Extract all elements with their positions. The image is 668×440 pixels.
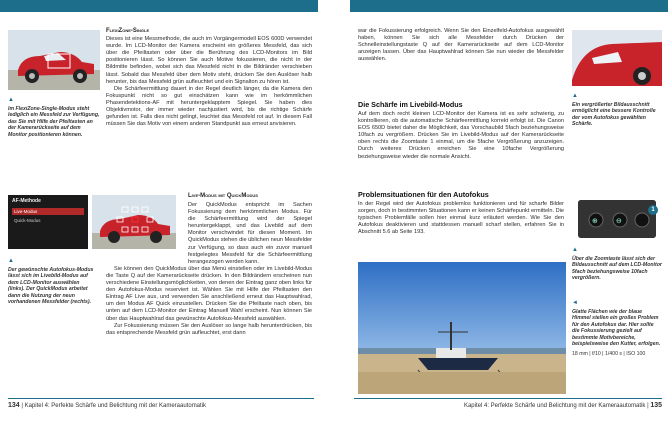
caption-arrow-icon: ▲: [572, 93, 578, 99]
paragraph: Der QuickModus entspricht im Sachen Fokussierung dem herkömmlichen Modus. Für die Schärfeermittlung wird der Spiegel heruntergeklappt, und das Livebild auf dem Monitor verschwindet für diesen Moment. Im QuickModus stehen die üblichen neun Messfelder zur Verfügung, so dass auch ein zuvor manuell festgelegtes Messfeld für die Schärfeermittlung herangezogen werden kann.: [188, 202, 312, 265]
caption-arrow-icon: ◄: [572, 300, 578, 306]
camera-back-image: [578, 200, 656, 238]
section-quickmode: [106, 202, 312, 337]
section-flexizone: [106, 28, 312, 128]
section-head-quickmode: Live-Modus mit QuickModus: [188, 193, 258, 199]
red-car-zoom-image: [572, 30, 662, 86]
page-number-right: 135: [650, 402, 662, 409]
right-text-livebild: [358, 111, 564, 161]
heading-problemsituationen: Problemsituationen für den Autofokus: [358, 190, 489, 199]
paragraph: In der Regel wird der Autofokus problemlos funktionieren und für scharfe Bilder sorgen, doch in bestimmten Situationen kann er keinen Schärfepunkt ermitteln. Die typischen Problemfälle sollen hier einmal kurz erläutert werden. Wie Sie den Autofokus deaktivieren und stattdessen manuell scharf stellen, erfahren Sie in Abschnitt 5.6 ab Seite 193.: [358, 201, 564, 236]
heading-livebild: Die Schärfe im Livebild-Modus: [358, 100, 463, 109]
boat-beach-image: [358, 262, 566, 394]
caption-menu: ▲ Der gewünschte Autofokus-Modus lässt sich im Livebild-Modus auf dem LCD-Monitor auswählen (links). Der QuickModus arbeitet dann die Nutzung der neun vorhandenen Messfelder (rechts).: [8, 258, 94, 305]
caption-flexizone: ▲ Im FlexiZone-Single-Modus steht lediglich ein Messfeld zur Verfügung, das Sie mit Hilfe der Pfeiltasten an der Kamerarückseite auf dem Monitor positionieren können.: [8, 97, 100, 138]
section-head-flexizone: FlexiZone-Single: [106, 28, 150, 34]
callout-marker: 1: [648, 205, 658, 215]
photo-red-car-zoomed: [572, 30, 662, 86]
lcd-menu-item-quick: Quick-Modus: [14, 218, 41, 223]
footer-rule-left: [8, 398, 314, 399]
paragraph: Zur Fokussierung müssen Sie den Auslöser so lange halb herunterdrücken, bis das entsprechende Messfeld grün aufleuchtet, erst dann: [106, 322, 312, 336]
right-text-problem: [358, 201, 564, 236]
footer-sep: |: [647, 403, 651, 409]
caption-zoom-button: ▲ Über die Zoomtaste lässt sich der Bildausschnitt auf dem LCD-Monitor 5fach beziehungsweise 10fach vergrößern.: [572, 247, 662, 281]
caption-boat: ◄ Glatte Flächen wie der blaue Himmel stellen ein großes Problem für den Autofokus dar. Hier sollte die Fokussierung gezielt auf bestimmte Motivbereiche, beispielsweise den Kutter, erfolgen. 18 mm | f/10 | 1/400 s | ISO 100: [572, 300, 661, 357]
footer-right: [354, 402, 662, 409]
svg-text:⊖: ⊖: [616, 217, 622, 225]
paragraph: Sie können den QuickModus über das Menü einstellen oder im Livebild-Modus die Taste Q auf der Kamerarückseite drücken. In den Bildrändern erscheinen nun verschiedene Einstellungsmöglichkeiten, von denen der Eintrag ganz oben links für den Autofokus-Modus reserviert ist. Wählen Sie mit Hilfe der Pfeiltasten den Eintrag AF Live aus, und verwenden Sie anschließend erneut das Hauptwahlrad, um den Modus AF Quick einzustellen. Drücken Sie die Pfeiltaste nach oben, bis unten auf dem LCD-Monitor der Eintrag Manuell Wahl erscheint. Nun können Sie über das Hauptwahlrad das gewünschte Autofokus-Messfeld auswählen.: [106, 265, 312, 322]
footer-sep: |: [21, 403, 25, 409]
paragraph: war die Fokussierung erfolgreich. Wenn Sie den Einzelfeld-Autofokus ausgewählt haben, können Sie sich alle Messfelder durch Drücken der Schnelleinstellungstaste Q auf der Kamerarückseite auf dem LCD-Monitor anzeigen lassen. Über das Hauptwahlrad können Sie nun wieder die Messfelder auswählen.: [358, 28, 564, 63]
camera-buttons-image: [578, 200, 656, 238]
lcd-menu-screenshot: [8, 195, 88, 249]
footer-rule-right: [354, 398, 662, 399]
footer-left: [8, 402, 206, 409]
right-text-top: [358, 28, 564, 63]
paragraph: Die Schärfeermittlung dauert in der Regel deutlich länger, da die Kamera den Fokuspunkt nicht so gut einschätzen kann wie im herkömmlichen Phasendetektions-AF mit heruntergeklapptem Spiegel. Sie haben dies Objektivmotor, der immer wieder nachjustiert wird, bis die richtige Schärfe gefunden ist. Falls dies nicht gelingt, leuchtet das Messfeld rot auf. In diesem Fall müssen Sie das Motiv von einem anderen Standpunkt aus erneut anvisieren.: [106, 85, 312, 128]
caption-arrow-icon: ▲: [8, 97, 14, 103]
page-number-left: 134: [8, 402, 20, 409]
top-accent-bar-right: [350, 0, 668, 12]
caption-zoomed: ▲ Ein vergrößerter Bildausschnitt ermöglicht eine bessere Kontrolle der vom Autofokus gewählten Schärfe.: [572, 93, 662, 128]
footer-chapter-left: Kapitel 4: Perfekte Schärfe und Belichtung mit der Kameraautomatik: [24, 403, 207, 409]
footer-chapter-right: Kapitel 4: Perfekte Schärfe und Belichtung mit der Kameraautomatik: [463, 403, 646, 409]
svg-text:⊕: ⊕: [592, 217, 598, 225]
photo-red-car-flexizone: [8, 30, 100, 90]
top-accent-bar-left: [0, 0, 318, 12]
photo-boat-beach: [358, 262, 566, 394]
section-quickmode-narrow: [188, 193, 312, 201]
photo-exif: 18 mm | f/10 | 1/400 s | ISO 100: [572, 350, 646, 357]
caption-arrow-icon: ▲: [572, 247, 578, 253]
red-car-image: [8, 30, 100, 90]
lcd-menu-title: AF-Methode: [12, 198, 41, 204]
caption-arrow-icon: ▲: [8, 258, 14, 264]
paragraph: Auf dem doch recht kleinen LCD-Monitor der Kamera ist es sehr schwierig, zu kontrollieren, ob die automatische Schärfeermittlung korrekt erfolgt ist. Die Canon EOS 650D bietet daher die Möglichkeit, das Vorschaubild 5fach beziehungsweise 10fach zu vergrößern. Drücken Sie im Livebild-Modus auf der Kamerarückseite oben rechts die Zoomtaste 1 einmal, um die 5fache Vergrößerung anzuzeigen. Durch weiteres Drücken erreichen Sie eine 10fache Vergrößerung beziehungsweise wieder die normale Ansicht.: [358, 111, 564, 160]
paragraph: Dieses ist eine Messmethode, die auch im Vorgängermodell EOS 600D verwendet wurde. Im LCD-Monitor der Kamera erscheint ein größeres Messfeld, das sich über die Pfeiltasten oder über die Berührung des LCD-Monitors im Bild positionieren lässt. So können Sie auch Motive fokussieren, die nicht in der Bildmitte befinden, wobei sich das Messfeld nicht in die Bildränder verschieben lässt. Sobald das Messfeld über dem Motiv steht, drücken Sie den Auslöser halb herunter, bis das Messfeld grün aufleuchtet und ein Signalton zu hören ist.: [106, 36, 312, 85]
lcd-menu-item-live: Live-Modus: [12, 208, 84, 215]
